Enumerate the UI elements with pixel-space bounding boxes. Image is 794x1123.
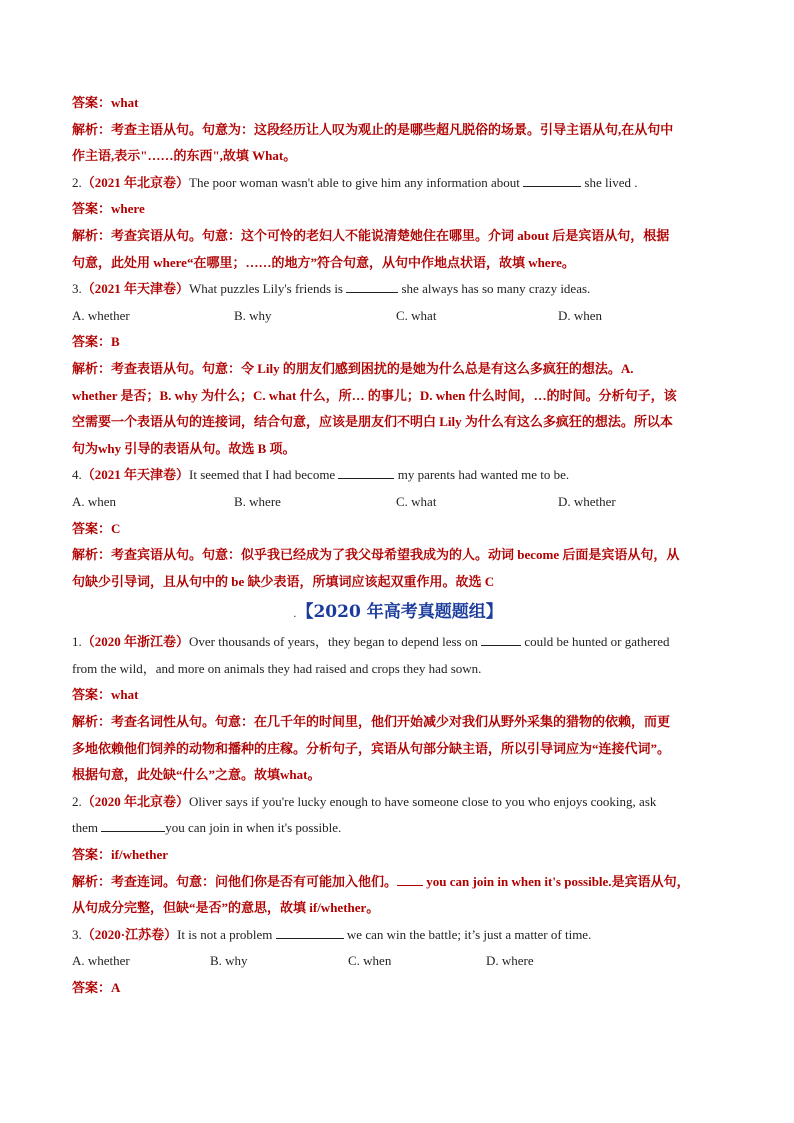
answer-line: 答案：what <box>72 95 139 110</box>
document-page: 答案：what 解析：考查主语从句。句意为：这段经历让人叹为观止的是哪些超凡脱俗的场景。引导主语从句,在从句中 作主语,表示"……的东西",故填 What。 2.（2021 年北京卷）The poor woman wasn't able to give him any information about she lived . 答案：where 解析：考查宾语从句。句意：这个可怜的老妇人不能说清楚她住在哪里。介词 about 后是宾语从句，根据 句意，此处用 where“在哪里；……的地方”符合句意，从句中作地点状语，故填 where。 3.（2021 年天津卷）What puzzles Lily's friends is she always has so many crazy ideas. A. whether B. why C. what D. when 答案：B 解析：考查表语从句。句意：令 Lily 的朋友们感到困扰的是她为什么总是有这么多疯狂的想法。A. whether 是否；B. why 为什么；C. what 什么，所… 的事儿；D. when 什么时间，…的时间。分析句子，该 空需要一个表语从句的连接词，结合句意，应该是朋友们不明白 Lily 为什么有这么多疯狂的想法。所以本 句为why 引导的表语从句。故选 B 项。 4.（2021 年天津卷）It seemed that I had become my parents had wanted me to be. A. when B. where C. what D. whether 答案：C 解析：考查宾语从句。句意：似乎我已经成为了我父母希望我成为的人。动词 become 后面是宾语从句，从 句缺少引导词，且从句中的 be 缺少表语，所填词应该起双重作用。故选 C .【2020 年高考真题题组】 1.（2020 年浙江卷）Over thousands of years，they began to depend less on could be hunted or gathered from the wild，and more on animals they had raised and crops they had sown. 答案：what 解析：考查名词性从句。句意：在几千年的时间里，他们开始减少对我们从野外采集的猎物的依赖，而更 多地依赖他们饲养的动物和播种的庄稼。分析句子，宾语从句部分缺主语，所以引导词应为“连接代词”。 根据句意，此处缺“什么”之意。故填what。 2.（2020 年北京卷）Oliver says if you're lucky enough to have someone close to you who enjoys cooking, ask them you can join in when it's possible. 答案：if/whether 解析：考查连词。句意：问他们你是否有可能加入他们。 you can join in when it's possible.是宾语从句， 从句成分完整，但缺“是否”的意思，故填 if/whether。 3.（2020·江苏卷）It is not a problem we can win the battle; it’s just a matter of time. A. whether B. why C. when D. where 答案：A <box>72 90 724 1002</box>
answer-blank <box>397 873 423 886</box>
option-d[interactable]: D. where <box>486 953 534 969</box>
answer-line: 答案：A <box>72 980 121 995</box>
options-row <box>72 303 724 330</box>
option-c[interactable]: C. what <box>396 307 437 323</box>
answer-blank[interactable] <box>346 280 398 293</box>
question-2020-zhejiang: 1.（2020 年浙江卷）Over thousands of years，they began to depend less on could be hunted or gathered <box>72 634 670 650</box>
answer-line: 答案：where <box>72 201 145 217</box>
answer-line: 答案：B <box>72 334 120 350</box>
question-2021-beijing: 2.（2021 年北京卷）The poor woman wasn't able to give him any information about she lived . <box>72 174 638 190</box>
question-2020-beijing: 2.（2020 年北京卷）Oliver says if you're lucky enough to have someone close to you who enjoys cooking, ask <box>72 793 657 809</box>
explanation: 解析：考查宾语从句。句意：这个可怜的老妇人不能说清楚她住在哪里。介词 about 后是宾语从句，根据 句意，此处用 where“在哪里；……的地方”符合句意，从句中作地点状语，故填 where。 <box>72 227 670 270</box>
explanation: 解析：考查表语从句。句意：令 Lily 的朋友们感到困扰的是她为什么总是有这么多疯狂的想法。A. whether 是否；B. why 为什么；C. what 什么，所… 的事儿；D. when 什么时间，…的时间。分析句子，该 空需要一个表语从句的连接词，结合句意，应该是朋友们不明白 Lily 为什么有这么多疯狂的想法。所以本 句为why 引导的表语从句。故选 B 项。 <box>72 360 677 456</box>
question-2021-tianjin-3: 3.（2021 年天津卷）What puzzles Lily's friends is she always has so many crazy ideas. <box>72 281 591 297</box>
options-row <box>72 489 724 516</box>
option-a[interactable]: A. whether <box>72 953 130 969</box>
question-2020-jiangsu: 3.（2020·江苏卷）It is not a problem we can win the battle; it’s just a matter of time. <box>72 926 592 942</box>
explanation: 解析：考查主语从句。句意为：这段经历让人叹为观止的是哪些超凡脱俗的场景。引导主语从句,在从句中 作主语,表示"……的东西",故填 What。 <box>72 121 674 164</box>
answer-blank[interactable] <box>523 174 581 187</box>
option-d[interactable]: D. whether <box>558 493 616 509</box>
answer-blank[interactable] <box>101 819 165 832</box>
answer-line: 答案：what <box>72 687 139 703</box>
answer-blank[interactable] <box>276 926 344 939</box>
option-c[interactable]: C. what <box>396 493 437 509</box>
question-2021-tianjin-4: 4.（2021 年天津卷）It seemed that I had become my parents had wanted me to be. <box>72 467 570 483</box>
answer-line: 答案：if/whether <box>72 847 169 863</box>
answer-blank[interactable] <box>481 633 521 646</box>
answer-blank[interactable] <box>338 466 394 479</box>
option-a[interactable]: A. when <box>72 493 117 509</box>
option-d[interactable]: D. when <box>558 307 603 323</box>
options-row <box>72 948 724 975</box>
explanation: 解析：考查名词性从句。句意：在几千年的时间里，他们开始减少对我们从野外采集的猎物的依赖，而更 多地依赖他们饲养的动物和播种的庄稼。分析句子，宾语从句部分缺主语，所以引导词应为“连接代词”。 根据句意，此处缺“什么”之意。故填what。 <box>72 714 671 783</box>
option-b[interactable]: B. why <box>234 307 272 323</box>
explanation: 解析：考查宾语从句。句意：似乎我已经成为了我父母希望我成为的人。动词 become 后面是宾语从句，从 句缺少引导词，且从句中的 be 缺少表语，所填词应该起双重作用。故选 C <box>72 547 680 589</box>
option-a[interactable]: A. whether <box>72 307 130 323</box>
answer-line: 答案：C <box>72 520 121 536</box>
option-c[interactable]: C. when <box>348 953 392 969</box>
explanation: 解析：考查连词。句意：问他们你是否有可能加入他们。 you can join in when it's possible.是宾语从句， 从句成分完整，但缺“是否”的意思，故填 if/whether。 <box>72 873 690 916</box>
option-b[interactable]: B. where <box>234 493 281 509</box>
section-title: .【2020 年高考真题题组】 <box>293 602 503 623</box>
option-b[interactable]: B. why <box>210 953 248 969</box>
